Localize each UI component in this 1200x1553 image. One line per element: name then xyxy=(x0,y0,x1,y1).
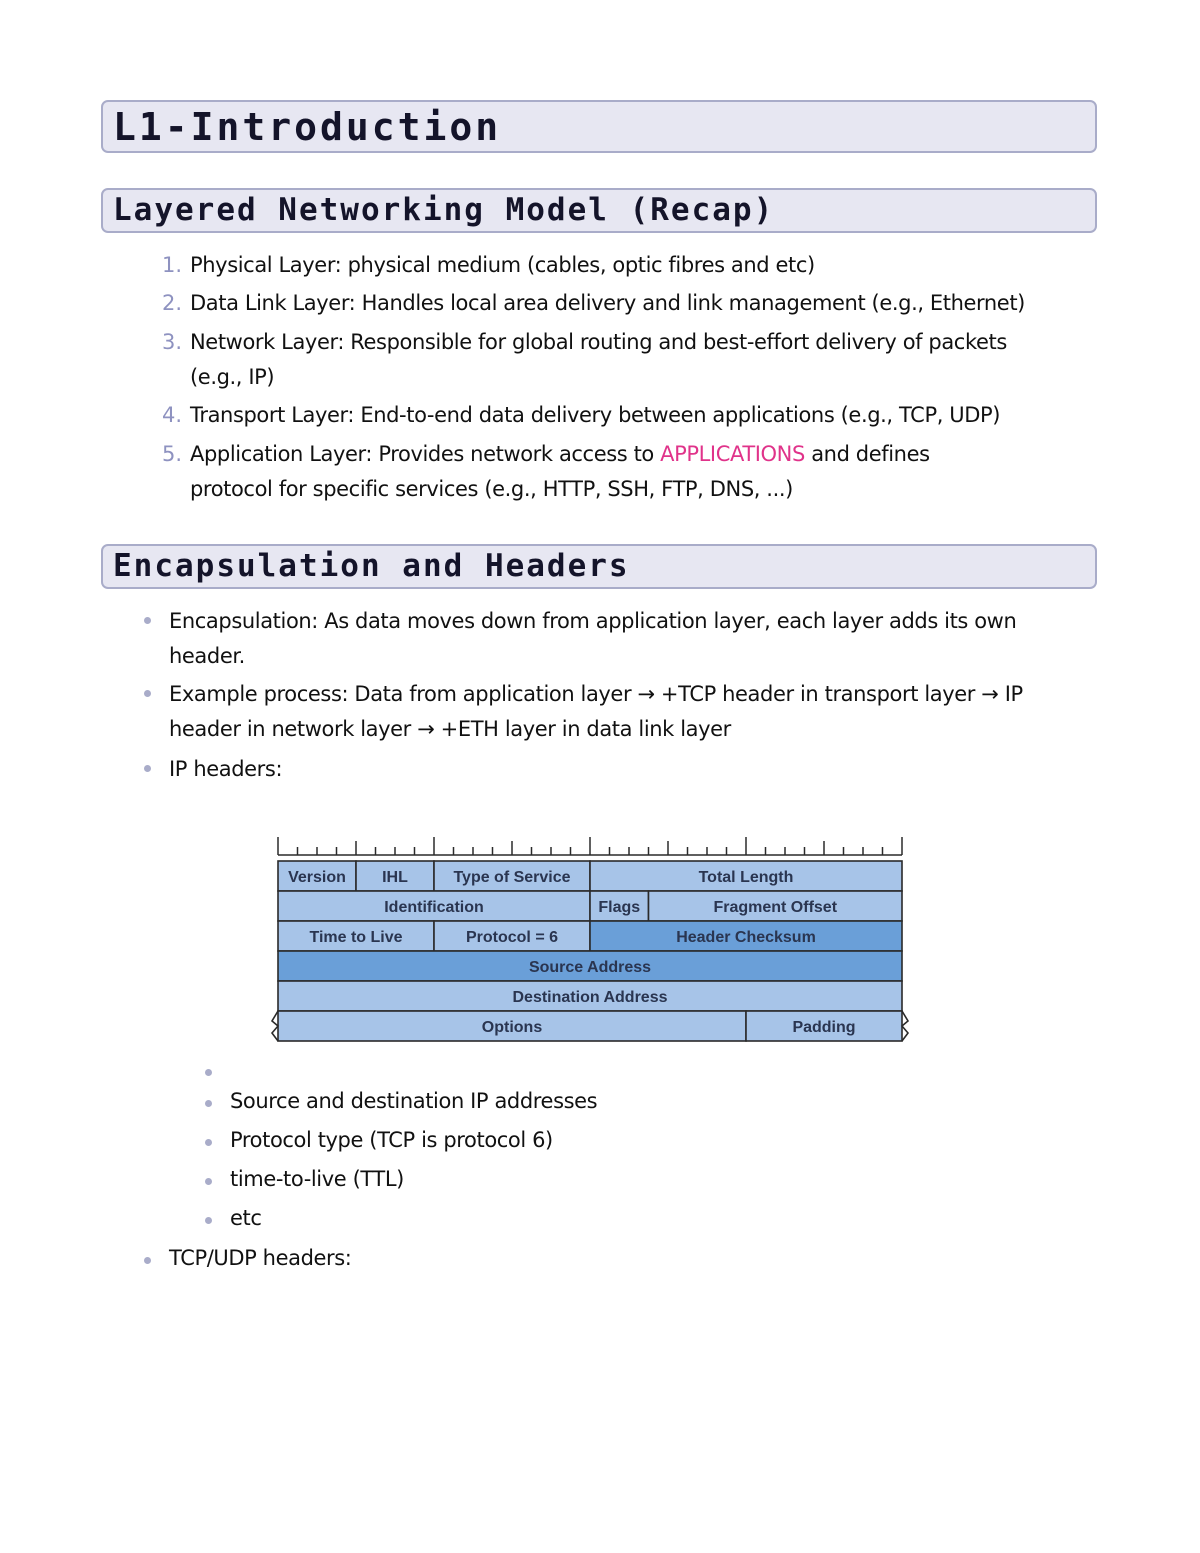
ip-header-diagram xyxy=(270,835,910,1050)
bullet-encapsulation: Encapsulation: As data moves down from application layer, each layer adds its own xyxy=(169,609,1017,633)
list-item-data-link: Data Link Layer: Handles local area delivery and link management (e.g., Ethernet) xyxy=(190,291,1025,315)
bullet-icon xyxy=(205,1100,212,1107)
list-number: 5. xyxy=(162,442,183,466)
section-heading-encapsulation: Encapsulation and Headers xyxy=(101,544,1097,589)
application-text-pre: Application Layer: Provides network access to xyxy=(190,442,661,466)
list-item-application-cont: protocol for specific services (e.g., HTTP, SSH, FTP, DNS, ...) xyxy=(190,477,793,501)
ip-field-label: Destination Address xyxy=(512,989,668,1006)
ip-field-label: Protocol = 6 xyxy=(465,929,559,946)
subitem-etc: etc xyxy=(230,1206,262,1230)
jagged-edge xyxy=(272,1011,278,1041)
bullet-icon xyxy=(144,617,151,624)
ip-field-label: Padding xyxy=(792,1019,856,1036)
bullet-icon xyxy=(144,765,151,772)
ip-field-label: IHL xyxy=(382,869,408,886)
bullet-icon xyxy=(205,1139,212,1146)
ip-field-label: Fragment Offset xyxy=(713,899,838,916)
bit-ruler xyxy=(278,837,902,855)
section-heading-layered-model: Layered Networking Model (Recap) xyxy=(101,188,1097,233)
subitem-addresses: Source and destination IP addresses xyxy=(230,1089,598,1113)
ip-field-label: Header Checksum xyxy=(676,929,816,946)
list-number: 1. xyxy=(162,253,183,277)
list-item-application xyxy=(190,436,930,472)
subitem-ttl: time-to-live (TTL) xyxy=(230,1167,404,1191)
bullet-icon xyxy=(205,1069,212,1076)
bullet-encapsulation-cont: header. xyxy=(169,644,245,668)
list-number: 4. xyxy=(162,403,183,427)
bullet-tcp-udp-headers: TCP/UDP headers: xyxy=(169,1246,352,1270)
bullet-icon xyxy=(144,1257,151,1264)
subitem-protocol: Protocol type (TCP is protocol 6) xyxy=(230,1128,553,1152)
list-item-network-cont: (e.g., IP) xyxy=(190,365,275,389)
applications-highlight: APPLICATIONS xyxy=(660,442,805,466)
page-title: L1-Introduction xyxy=(101,100,1097,153)
bullet-icon xyxy=(205,1178,212,1185)
ip-field-label: Type of Service xyxy=(453,869,571,886)
ip-field-label: Source Address xyxy=(528,959,652,976)
jagged-edge xyxy=(902,1011,908,1041)
ip-field-label: Options xyxy=(481,1019,543,1036)
list-item-transport: Transport Layer: End-to-end data delivery between applications (e.g., TCP, UDP) xyxy=(190,403,1001,427)
bullet-ip-headers: IP headers: xyxy=(169,757,283,781)
list-item-network: Network Layer: Responsible for global routing and best-effort delivery of packets xyxy=(190,330,1007,354)
bullet-example-process-cont: header in network layer → +ETH layer in data link layer xyxy=(169,717,731,741)
bullet-icon xyxy=(144,690,151,697)
ip-field-label: Identification xyxy=(384,899,484,916)
ip-field-label: Version xyxy=(288,869,346,886)
list-item-physical: Physical Layer: physical medium (cables, optic fibres and etc) xyxy=(190,253,815,277)
ip-field-label: Time to Live xyxy=(309,929,403,946)
ip-field-label: Flags xyxy=(598,899,641,916)
bullet-example-process: Example process: Data from application layer → +TCP header in transport layer → IP xyxy=(169,682,1023,706)
list-number: 2. xyxy=(162,291,183,315)
ip-field-label: Total Length xyxy=(698,869,794,886)
bullet-icon xyxy=(205,1217,212,1224)
list-number: 3. xyxy=(162,330,183,354)
application-text-post: and defines xyxy=(804,442,930,466)
